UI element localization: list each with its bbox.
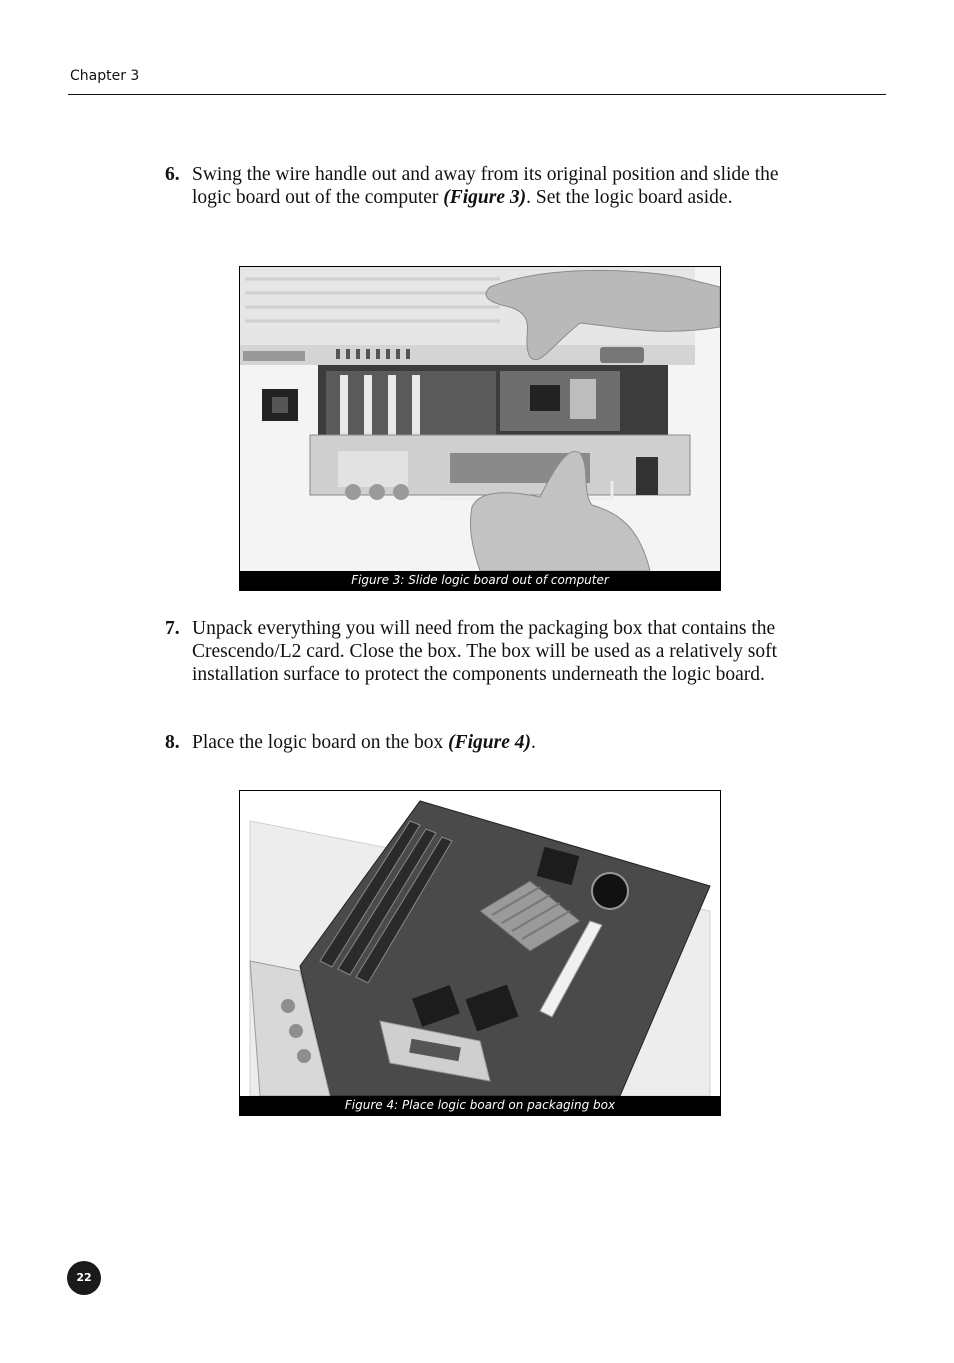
- figure-reference: (Figure 4): [448, 732, 532, 753]
- figure-4: [239, 790, 721, 1116]
- logic-board-photo-illustration: [240, 791, 720, 1096]
- step-number: 8.: [165, 732, 180, 753]
- header-rule: [68, 94, 886, 95]
- figure-3-caption: Figure 3: Slide logic board out of computer: [240, 571, 720, 590]
- computer-photo-illustration: [240, 267, 720, 571]
- step-6: [165, 163, 795, 209]
- step-7: [165, 617, 795, 686]
- figure-reference: (Figure 3): [443, 187, 527, 208]
- page-number-badge: 22: [67, 1261, 101, 1295]
- figure-4-photo: [240, 791, 720, 1096]
- step-text: Swing the wire handle out and away from its original position and slide the logic board out of the computer (Figure 3). Set the logic board aside.: [192, 164, 779, 208]
- step-number: 6.: [165, 164, 180, 185]
- figure-3: [239, 266, 721, 591]
- step-text: Unpack everything you will need from the packaging box that contains the Crescendo/L2 card. Close the box. The box will be used as a relatively soft installation surface to protect the components underneath the logic board.: [192, 618, 778, 685]
- step-number: 7.: [165, 618, 180, 639]
- chapter-header: Chapter 3: [70, 68, 140, 84]
- step-text: Place the logic board on the box (Figure 4).: [192, 732, 536, 753]
- step-8: [165, 731, 795, 754]
- figure-3-photo: [240, 267, 720, 571]
- figure-4-caption: Figure 4: Place logic board on packaging box: [240, 1096, 720, 1115]
